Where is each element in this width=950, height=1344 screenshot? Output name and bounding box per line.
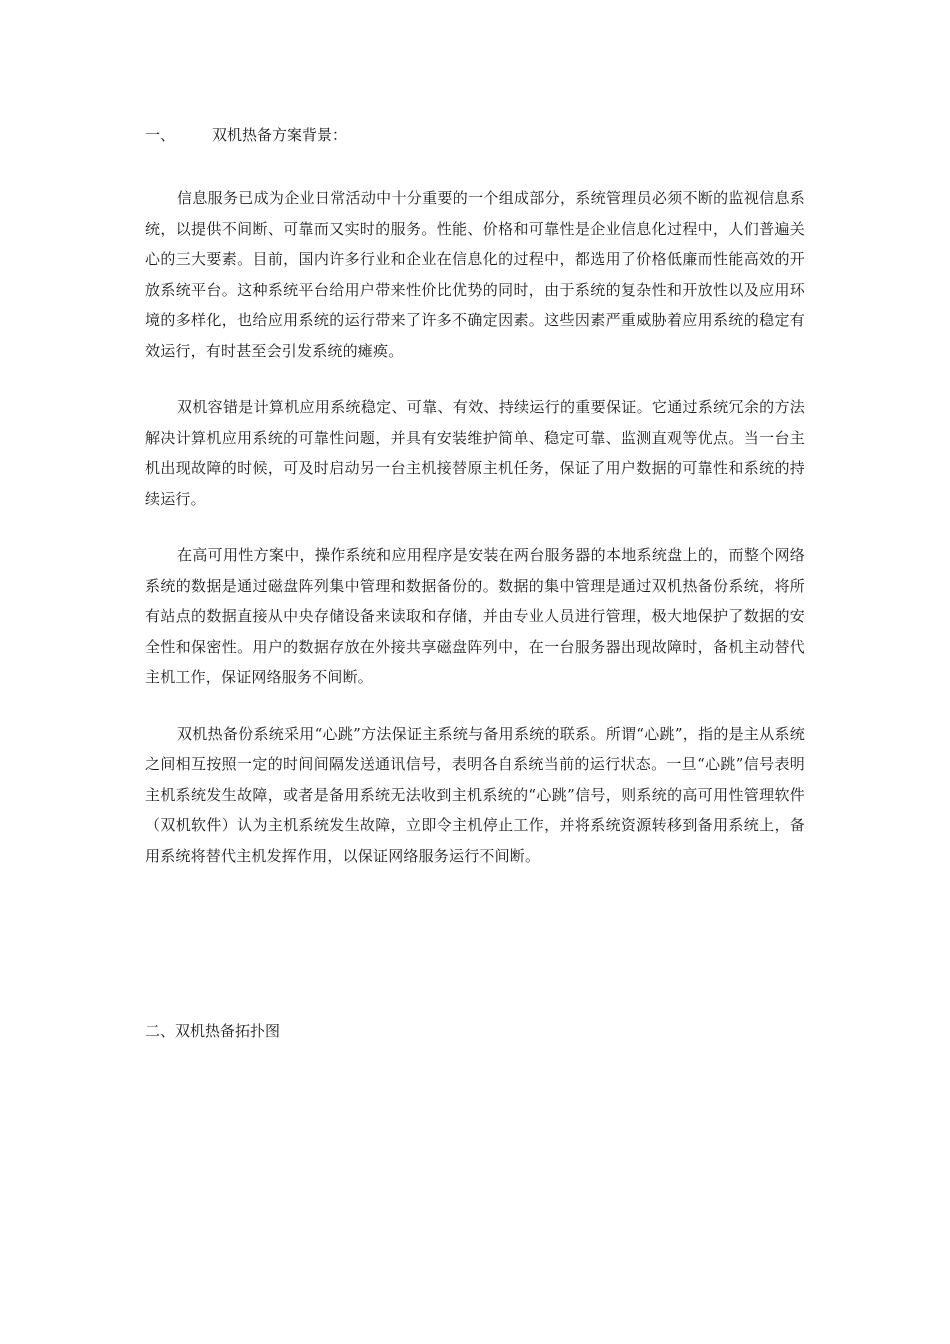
paragraph: 双机热备份系统采用“心跳”方法保证主系统与备用系统的联系。所谓“心跳”，指的是主从系统之间相互按照一定的时间间隔发送通讯信号，表明各自系统当前的运行状态。一旦“心跳”信号表明主机系统发生故障，或者是备用系统无法收到主机系统的“心跳”信号，则系统的高可用性管理软件（双机软件）认为主机系统发生故障，立即令主机停止工作，并将系统资源转移到备用系统上，备用系统将替代主机发挥作用，以保证网络服务运行不间断。 <box>145 724 805 865</box>
section-2-heading: 二、双机热备拓扑图 <box>145 1022 281 1040</box>
paragraph: 在高可用性方案中，操作系统和应用程序是安装在两台服务器的本地系统盘上的，而整个网络系统的数据是通过磁盘阵列集中管理和数据备份的。数据的集中管理是通过双机热备份系统，将所有站点的数据直接从中央存储设备来读取和存储，并由专业人员进行管理，极大地保护了数据的安全性和保密性。用户的数据存放在外接共享磁盘阵列中，在一台服务器出现故障时，备机主动替代主机工作，保证网络服务不间断。 <box>145 546 805 686</box>
paragraph: 信息服务已成为企业日常活动中十分重要的一个组成部分，系统管理员必须不断的监视信息系统，以提供不间断、可靠而又实时的服务。性能、价格和可靠性是企业信息化过程中，人们普遍关心的三大要素。目前，国内许多行业和企业在信息化的过程中，都选用了价格低廉而性能高效的开放系统平台。这种系统平台给用户带来性价比优势的同时，由于系统的复杂性和开放性以及应用环境的多样化，也给应用系统的运行带来了许多不确定因素。这些因素严重威胁着应用系统的稳定有效运行，有时甚至会引发系统的瘫痪。 <box>145 189 805 360</box>
section-1-heading <box>145 124 347 146</box>
section-1-title: 双机热备方案背景： <box>212 126 348 144</box>
section-1-body <box>145 183 805 897</box>
section-1-number: 一、 <box>145 126 176 144</box>
paragraph: 双机容错是计算机应用系统稳定、可靠、有效、持续运行的重要保证。它通过系统冗余的方法解决计算机应用系统的可靠性问题，并具有安装维护简单、稳定可靠、监测直观等优点。当一台主机出现故障的时候，可及时启动另一台主机接替原主机任务，保证了用户数据的可靠性和系统的持续运行。 <box>145 398 805 508</box>
